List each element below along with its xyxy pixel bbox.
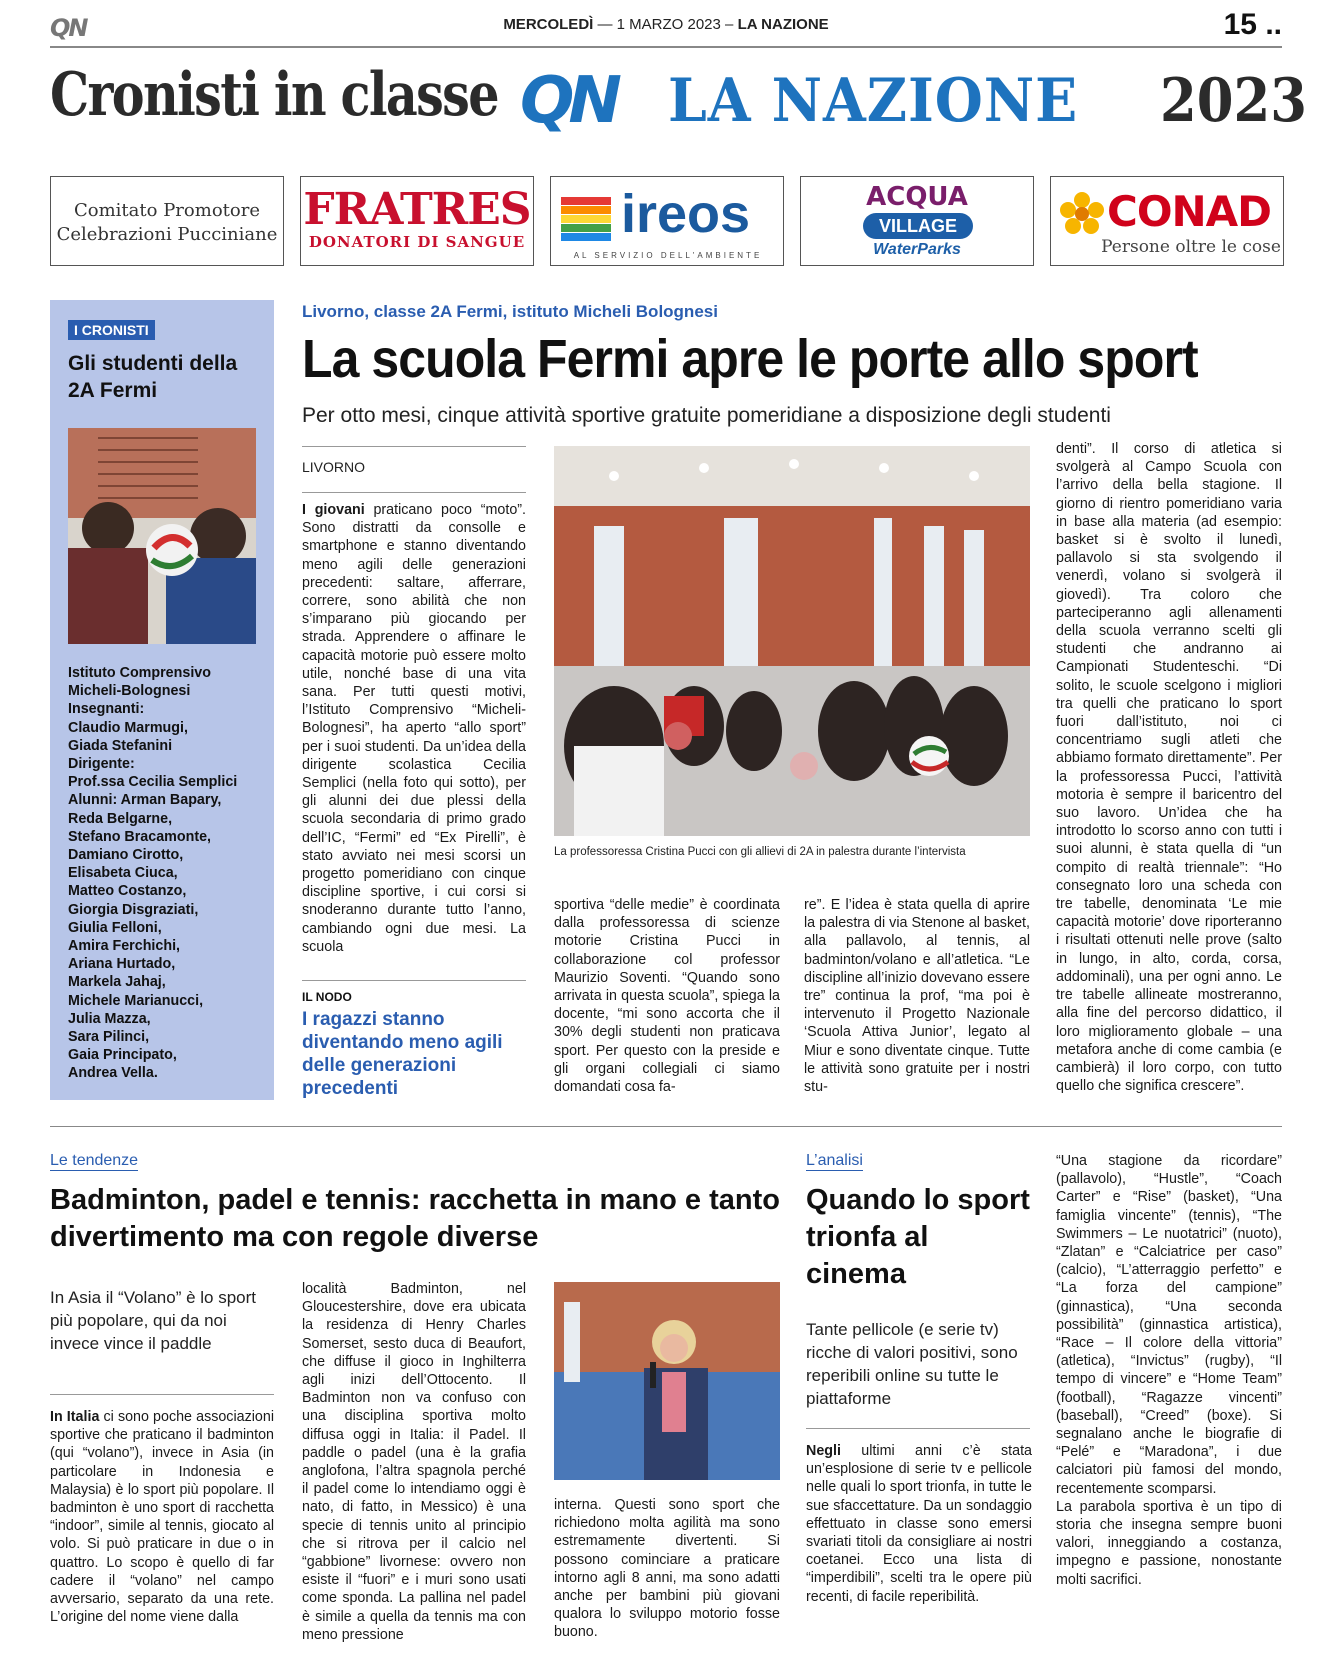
nodo-quote: I ragazzi stanno diventando meno agili delle generazioni precedenti — [302, 1009, 503, 1099]
tendenze-kicker: Le tendenze — [50, 1152, 139, 1169]
fratres-sub: DONATORI DI SANGUE — [308, 233, 526, 251]
qn-logo-small: QN — [50, 14, 87, 42]
credit-line: Elisabeta Ciuca, — [68, 865, 178, 882]
comitato-text — [51, 177, 283, 247]
la-nazione-logo: LA NAZIONE — [668, 66, 1079, 136]
credit-line: Giada Stefanini — [68, 737, 173, 754]
analisi-divider — [806, 1428, 1030, 1429]
ireos-rainbow-icon — [561, 197, 611, 241]
sidebar-title: Gli studenti della 2A Fermi — [68, 352, 238, 402]
header-day: MERCOLEDÌ — [503, 16, 594, 33]
credit-line: Alunni: Arman Bapary, — [68, 792, 222, 809]
tendenze-divider — [50, 1394, 274, 1395]
comitato-line1: Comitato Promotore — [74, 200, 260, 221]
analisi-col2-text: “Una stagione da ricordare” (pallavolo), “Hustle”, “Coach Carter” e “Rise” (basket), “Una famiglia vincente” (tennis), “The Swimmers – Le nuotatrici” (nuoto), “Zlatan” e “Calciatrice per caso” (calcio), “L’atterraggio perfetto” e “La forza del campione” (ginnastica), “Una seconda possibilità” (ginnastica artistica), “Race – Il colore della vittoria” (atletica), “Invictus” (rugby), “Il tempo di vincere” e “Home Team” (football), “Ragazze vincenti” (baseball), “Creed” (boxe). Si segnalano anche le biografie di “Pelé” e “Maradona”, i due calciatori più famosi del mondo, recentemente scomparsi. — [1056, 1153, 1282, 1497]
article-kicker: Livorno, classe 2A Fermi, istituto Micheli Bolognesi — [302, 302, 718, 321]
sidebar-credits — [68, 664, 268, 1083]
sidebar-cronisti — [50, 300, 274, 1100]
ireos-sub: AL SERVIZIO DELL'AMBIENTE — [573, 251, 763, 260]
credit-line: Julia Mazza, — [68, 1010, 151, 1027]
tendenze-headline: Badminton, padel e tennis: racchetta in mano e tanto divertimento ma con regole diverse — [50, 1184, 780, 1253]
nodo-label: IL NODO — [302, 990, 352, 1004]
banner-cronisti: Cronisti in classe — [50, 60, 498, 130]
credit-line: Andrea Vella. — [68, 1065, 158, 1082]
analisi-subhead: Tante pellicole (e serie tv) ricche di valori positivi, sono reperibili online su tutte le piattaforme — [806, 1320, 1018, 1408]
header-paper: LA NAZIONE — [737, 16, 829, 33]
acqua-village-badge: VILLAGE — [863, 213, 973, 239]
tendenze-lead: In Italia — [50, 1409, 100, 1425]
article-col3: re”. E l’idea è stata quella di aprire la palestra di via Stenone al basket, alla pallavolo, al tennis, al badminton/volano e all’atletica. “Le discipline all’inizio dovevano essere tre” continua la prof, “ma poi è intervenuto il Progetto Nazionale ‘Scuola Attiva Junior’, legato al Miur e sono diventate cinque. Tutte le attività sono gratuite per i nostri stu- — [804, 897, 1030, 1096]
credit-line: Giulia Felloni, — [68, 919, 162, 936]
article-col1-text: praticano poco “moto”. Sono distratti da consolle e smartphone e stanno diventando meno agili delle generazioni precedenti: saltare, afferrare, correre, sono abilità che non s’imparano più giocando per strada. Apprendere o affinare le capacità motorie può essere molto utile, nonché base di una vita sana. Per tutti questi motivi, l’Istituto Comprensivo “Micheli-Bolognesi”, ha aperto “allo sport” per i suoi studenti. Da un’idea della dirigente scolastica Cecilia Semplici (nella foto qui sotto), per gli alunni dei due plessi della scuola secondaria di primo grado dell’IC, “Fermi” ed “Ex Pirelli”, è stato avviato nei mesi scorsi un progetto pomeridiano con cinque discipline sportive, i cui corsi si snoderanno durante tutto l’anno, cambiando ogni due mesi. La scuola — [302, 502, 526, 955]
credit-line: Sara Pilinci, — [68, 1029, 150, 1046]
credit-line: Damiano Cirotto, — [68, 847, 184, 864]
fratres-logo: FRATRES — [303, 184, 531, 235]
gym-photo — [554, 446, 1030, 836]
dateline — [50, 16, 1282, 33]
analisi-kicker: L’analisi — [806, 1152, 863, 1169]
tendenze-col2: località Badminton, nel Gloucestershire, dove era ubicata la residenza di Henry Charles Somerset, sesto duca di Beaufort, che diffuse il gioco in Inghilterra agli inizi dell’Ottocento. Il Badminton non va confuso con una disciplina sportiva molto diffusa oggi in Italia: il Padel. Il paddle o padel (una è la grafia anglofona, l’altra spagnola perché il padel come lo intendiamo oggi è nato, di fatto, in Messico) è una specie di tennis unito al principio che si ritrova per il calcio nel “gabbione” livornese: ovvero non esiste il “fuori” e i muri sono usati come sponda. La pallina nel padel è simile a quella da tennis ma con meno pressione — [302, 1281, 526, 1643]
qn-logo: QN — [520, 64, 616, 138]
credit-line: Claudio Marmugi, — [68, 719, 188, 736]
sponsor-ireos — [550, 176, 784, 266]
acqua-waterparks: WaterParks — [873, 241, 961, 258]
tendenze-col1 — [50, 1408, 274, 1626]
credit-line: Stefano Bracamonte, — [68, 828, 212, 845]
sponsor-comitato — [50, 176, 284, 266]
teacher-photo — [554, 1282, 780, 1480]
page-number-value: 15 — [1223, 8, 1257, 41]
credit-line: Dirigente: — [68, 756, 135, 773]
credit-line: Reda Belgarne, — [68, 810, 173, 827]
credit-line: Prof.ssa Cecilia Semplici — [68, 774, 238, 791]
section-divider — [50, 1126, 1282, 1127]
article-subhead: Per otto mesi, cinque attività sportive gratuite pomeridiane a disposizione degli studenti — [302, 404, 1111, 427]
ireos-logo: ireos — [621, 184, 751, 244]
analisi-col2 — [1056, 1152, 1282, 1589]
analisi-col1 — [806, 1442, 1032, 1606]
credit-line: Micheli-Bolognesi — [68, 683, 191, 700]
tendenze-col1-text: ci sono poche associazioni sportive che praticano il badminton (qui “volano”), invece in Asia (in particolare in Indonesia e Malaysia) è lo sport più popolare. Il badminton è uno sport di racchetta “indoor”, simile al tennis, giocato al volo. Si può praticare in due o in quattro. Lo scopo è quello di far cadere il “volano” nel campo avversario, separato da una rete. L’origine del nome viene dalla — [50, 1409, 274, 1626]
banner-year: 2023 — [1160, 66, 1307, 136]
credit-line: Gaia Principato, — [68, 1047, 177, 1064]
article-col4: denti”. Il corso di atletica si svolgerà al Campo Scuola con l’arrivo della bella stagione. Il giorno di rientro pomeridiano varia in base alla materia (ad esempio: basket si è svolto il lunedì, pallavolo si sta svolgendo il venerdì, volano si svolgerà il giovedì). Tra coloro che parteciperanno agli allenamenti della scuola verranno scelti gli studenti che andranno ai Campionati Studenteschi. “Di solito, le scuole scelgono i migliori tra quelli che praticano lo sport fuori dall’istituto, noi ci concentriamo sugli atleti che abbiamo formato direttamente”. Per la professoressa Pucci, l’attività motoria è sempre il baricentro del suo lavoro. Un’idea che ha introdotto lo scorso anno con tutti i suoi alunni, è stata quella di “un compito di realtà triennale”: “Ho consegnato loro una scheda con tre tabelle, denominata ‘Le mie capacità motorie’ dove riporteranno i risultati ottenuti nelle prove (salto in lungo, in alto, corda, corsa, addominali), una per ogni anno. Le tre tabelle allineate mostreranno, alla fine del percorso didattico, il loro miglioramento globale – una metafora anche di come cambia (e cambierà) il loro corpo, con tutto quello che significa crescere”. — [1056, 441, 1282, 1095]
nodo-divider — [302, 980, 526, 981]
acqua-logo: ACQUA — [866, 182, 968, 212]
article-lead: I giovani — [302, 502, 365, 518]
page-header — [50, 8, 1282, 48]
analisi-headline: Quando lo sport trionfa al cinema — [806, 1184, 1030, 1290]
article-col1 — [302, 492, 526, 956]
tendenze-subhead: In Asia il “Volano” è lo sport più popolare, qui da noi invece vince il paddle — [50, 1288, 257, 1353]
photo-caption: La professoressa Cristina Pucci con gli allievi di 2A in palestra durante l’intervista — [554, 846, 966, 858]
sponsor-conad — [1050, 176, 1284, 266]
credit-line: Giorgia Disgraziati, — [68, 901, 199, 918]
article-col2: sportiva “delle medie” è coordinata dalla professoressa di scienze motorie Cristina Pucci in collaborazione col professor Maurizio Soventi. “Quando sono arrivata in questa scuola”, spiega la docente, “mi sono accorta che il 30% degli studenti non praticava sport. Per questo con la preside e gli organi collegiali ci siamo domandati cosa fa- — [554, 897, 780, 1096]
credit-line: Ariana Hurtado, — [68, 956, 176, 973]
credit-line: Amira Ferchichi, — [68, 938, 181, 955]
conad-sub: Persone oltre le cose — [1101, 237, 1281, 257]
credit-line: Markela Jahaj, — [68, 974, 166, 991]
conad-flower-icon — [1059, 191, 1105, 237]
header-sep2: – — [725, 16, 738, 33]
credit-line: Istituto Comprensivo — [68, 665, 211, 681]
analisi-col2-closing: La parabola sportiva è un tipo di storia che insegna sempre buoni valori, inneggiando a costanza, impegno e passione, nonostante molti sacrifici. — [1056, 1498, 1282, 1588]
conad-logo: CONAD — [1107, 187, 1272, 236]
comitato-line2: Celebrazioni Pucciniane — [56, 224, 278, 245]
tendenze-col3: interna. Questi sono sport che richiedono molta agilità ma sono estremamente divertenti. Si possono cominciare a praticare intorno agli 8 anni, ma sono adatti anche per bambini più giovani qualora lo sviluppo motorio fosse buono. — [554, 1497, 780, 1641]
credit-line: Matteo Costanzo, — [68, 883, 187, 900]
article-dateline: LIVORNO — [302, 446, 526, 475]
sponsor-fratres — [300, 176, 534, 266]
analisi-lead: Negli — [806, 1443, 841, 1459]
credit-line: Insegnanti: — [68, 701, 145, 718]
page-number: 15 .. — [1223, 8, 1282, 41]
sidebar-tag: I CRONISTI — [68, 320, 155, 340]
article-headline: La scuola Fermi apre le porte allo sport — [302, 329, 1198, 389]
header-date: 1 MARZO 2023 — [616, 16, 721, 33]
header-sep1: — — [597, 16, 617, 33]
analisi-col1-text: ultimi anni c’è stata un’esplosione di serie tv e pellicole nelle quali lo sport trionfa, in tutte le sue sfaccettature. Da un sondaggio effettuato in classe sono emersi svariati titoli da consigliare ai nostri coetanei. Ecco una lista di “imperdibili”, scelti tra le opere più recenti, di facile reperibilità. — [806, 1443, 1032, 1605]
sponsor-acqua-village — [800, 176, 1034, 266]
students-photo — [68, 428, 256, 644]
credit-line: Michele Marianucci, — [68, 992, 204, 1009]
